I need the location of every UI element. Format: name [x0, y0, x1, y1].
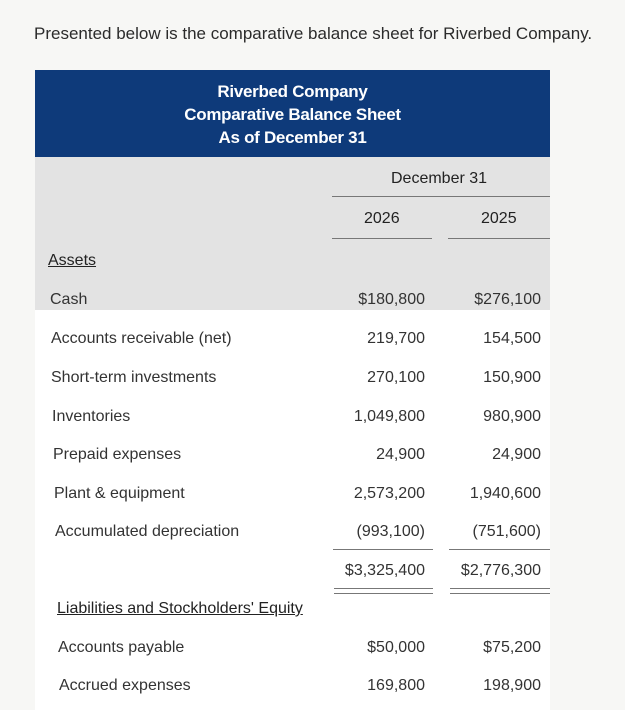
row-label-prepaid-expenses: Prepaid expenses — [53, 446, 182, 463]
inventories-2025: 980,900 — [483, 408, 541, 425]
accounts-receivable-2025: 154,500 — [483, 330, 541, 347]
row-label-accounts-payable: Accounts payable — [58, 639, 185, 656]
subtotal-rule-2025 — [449, 549, 550, 550]
accumulated-depreciation-2026: (993,100) — [356, 523, 425, 540]
statement-title: Comparative Balance Sheet — [184, 105, 401, 124]
plant-equipment-2025: 1,940,600 — [469, 485, 541, 502]
short-term-investments-2026: 270,100 — [367, 369, 425, 386]
row-label-accounts-receivable: Accounts receivable (net) — [51, 330, 232, 347]
liabilities-section-heading: Liabilities and Stockholders' Equity — [57, 600, 303, 617]
row-label-inventories: Inventories — [52, 408, 131, 425]
plant-equipment-2026: 2,573,200 — [353, 485, 425, 502]
accrued-expenses-2025: 198,900 — [483, 677, 541, 694]
column-header-2025: 2025 — [481, 210, 517, 227]
row-label-accrued-expenses: Accrued expenses — [59, 677, 191, 694]
cash-2026: $180,800 — [358, 291, 425, 308]
total-assets-2026: $3,325,400 — [344, 562, 425, 579]
intro-text: Presented below is the comparative balance sheet for Riverbed Company. — [34, 24, 593, 43]
row-label-accumulated-depreciation: Accumulated depreciation — [55, 523, 240, 540]
accumulated-depreciation-2025: (751,600) — [472, 523, 541, 540]
short-term-investments-2025: 150,900 — [483, 369, 541, 386]
total-assets-2025: $2,776,300 — [460, 562, 541, 579]
prepaid-expenses-2025: 24,900 — [492, 446, 541, 463]
subtotal-rule-2026 — [333, 549, 433, 550]
company-name: Riverbed Company — [217, 82, 368, 101]
year2-header-rule — [448, 238, 550, 239]
statement-date: As of December 31 — [218, 128, 367, 147]
statement-header — [35, 70, 550, 157]
cash-2025: $276,100 — [474, 291, 541, 308]
inventories-2026: 1,049,800 — [353, 408, 425, 425]
accrued-expenses-2026: 169,800 — [367, 677, 425, 694]
accounts-payable-2025: $75,200 — [483, 639, 541, 656]
year1-header-rule — [332, 238, 432, 239]
row-label-plant-equipment: Plant & equipment — [54, 485, 185, 502]
assets-section-heading: Assets — [48, 252, 97, 269]
column-header-2026: 2026 — [364, 210, 400, 227]
accounts-payable-2026: $50,000 — [367, 639, 425, 656]
total-double-rule-2025 — [450, 588, 550, 594]
accounts-receivable-2026: 219,700 — [367, 330, 425, 347]
balance-sheet-panel — [35, 70, 550, 710]
column-group-header: December 31 — [391, 170, 488, 187]
row-label-short-term-investments: Short-term investments — [51, 369, 217, 386]
prepaid-expenses-2026: 24,900 — [376, 446, 425, 463]
group-header-rule — [332, 196, 550, 197]
row-label-cash: Cash — [50, 291, 88, 308]
total-double-rule-2026 — [334, 588, 433, 594]
